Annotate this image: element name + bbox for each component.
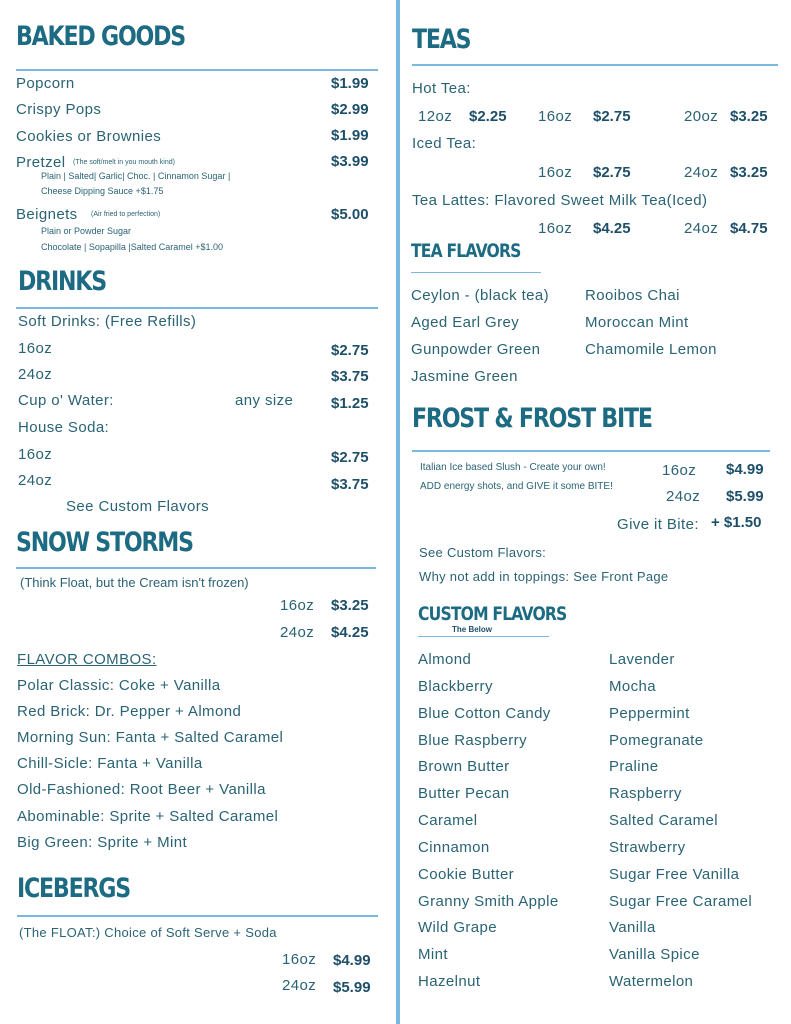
baked-goods-rule [16,69,378,71]
beignets-toppings: Chocolate | Sopapilla |Salted Caramel +$1.00 [41,242,224,252]
pretzel-price: $3.99 [331,153,369,170]
drinks-heading: DRINKS [18,266,106,297]
custom-flavor-item: Blue Cotton Candy [418,705,551,722]
drinks-see-flavors: See Custom Flavors [66,498,210,515]
column-divider [396,0,400,1024]
house-16-price: $2.75 [331,449,369,466]
frost-desc-2: ADD energy shots, and GIVE it some BITE! [420,481,613,492]
icebergs-desc: (The FLOAT:) Choice of Soft Serve + Soda [19,925,277,940]
combo-item: Chill-Sicle: Fanta + Vanilla [17,755,203,772]
custom-flavor-item: Butter Pecan [418,785,510,802]
frost-see-flavors: See Custom Flavors: [419,545,547,560]
hot-20-price: $3.25 [730,108,768,125]
icebergs-heading: ICEBERGS [17,873,130,904]
pretzel-note: (The soft/melt in you mouth kind) [73,159,175,166]
house-24-size: 24oz [18,472,53,489]
hot-tea-label: Hot Tea: [412,80,471,97]
custom-flavor-item: Almond [418,651,472,668]
icebergs-16-price: $4.99 [333,952,371,969]
soft-24-price: $3.75 [331,368,369,385]
tea-lattes-label: Tea Lattes: Flavored Sweet Milk Tea(Iced) [412,192,708,209]
iced-24-size: 24oz [684,164,719,181]
water-name: Cup o' Water: [18,392,114,409]
icebergs-rule [17,915,378,917]
water-size: any size [235,392,294,409]
tea-flavors-rule [411,272,541,273]
crispy-pops-name: Crispy Pops [16,101,102,118]
tea-flavors-heading: TEA FLAVORS [411,240,521,262]
soft-16-price: $2.75 [331,342,369,359]
frost-16-price: $4.99 [726,461,764,478]
custom-flavor-item: Cinnamon [418,839,490,856]
snow-24-size: 24oz [280,624,315,641]
snow-storms-desc: (Think Float, but the Cream isn't frozen) [20,575,249,590]
custom-flavor-item: Strawberry [609,839,686,856]
custom-flavors-rule [418,636,549,637]
soft-16-size: 16oz [18,340,53,357]
custom-flavor-item: Blackberry [418,678,493,695]
custom-flavor-item: Wild Grape [418,919,498,936]
tea-flavor-item: Jasmine Green [411,368,518,385]
pretzel-options: Plain | Salted| Garlic| Choc. | Cinnamon Sugar | [41,171,231,181]
frost-toppings: Why not add in toppings: See Front Page [419,569,669,584]
hot-20-size: 20oz [684,108,719,125]
latte-24-price: $4.75 [730,220,768,237]
house-soda-label: House Soda: [18,419,110,436]
custom-flavor-item: Brown Butter [418,758,510,775]
tea-flavor-item: Ceylon - (black tea) [411,287,550,304]
latte-24-size: 24oz [684,220,719,237]
custom-flavor-item: Sugar Free Caramel [609,893,753,910]
frost-rule [412,450,770,452]
frost-heading: FROST & FROST BITE [412,403,652,434]
soft-drinks-label: Soft Drinks: (Free Refills) [18,313,197,330]
house-16-size: 16oz [18,446,53,463]
custom-flavor-item: Vanilla [609,919,656,936]
beignets-options: Plain or Powder Sugar [41,226,132,236]
hot-12-price: $2.25 [469,108,507,125]
combo-item: Morning Sun: Fanta + Salted Caramel [17,729,284,746]
custom-flavor-item: Sugar Free Vanilla [609,866,740,883]
water-price: $1.25 [331,395,369,412]
popcorn-name: Popcorn [16,75,75,92]
hot-16-price: $2.75 [593,108,631,125]
frost-16-size: 16oz [662,462,697,479]
cookies-price: $1.99 [331,127,369,144]
beignets-name: Beignets [16,206,78,223]
tea-flavor-item: Aged Earl Grey [411,314,520,331]
pretzel-dipping: Cheese Dipping Sauce +$1.75 [41,186,164,196]
snow-16-price: $3.25 [331,597,369,614]
custom-flavor-item: Cookie Butter [418,866,515,883]
flavor-combos-title: FLAVOR COMBOS: [17,651,157,668]
cookies-name: Cookies or Brownies [16,128,162,145]
beignets-price: $5.00 [331,206,369,223]
crispy-pops-price: $2.99 [331,101,369,118]
icebergs-16-size: 16oz [282,951,317,968]
teas-rule [412,64,778,66]
hot-12-size: 12oz [418,108,453,125]
combo-item: Old-Fashioned: Root Beer + Vanilla [17,781,266,798]
custom-flavor-item: Salted Caramel [609,812,718,829]
give-it-bite-price: + $1.50 [711,514,762,531]
baked-goods-heading: BAKED GOODS [16,21,185,52]
teas-heading: TEAS [412,24,471,55]
custom-flavor-item: Praline [609,758,659,775]
tea-flavor-item: Chamomile Lemon [585,341,717,358]
house-24-price: $3.75 [331,476,369,493]
custom-flavors-heading: CUSTOM FLAVORS [418,603,567,625]
snow-16-size: 16oz [280,597,315,614]
combo-item: Abominable: Sprite + Salted Caramel [17,808,279,825]
drinks-rule [16,307,378,309]
iced-tea-label: Iced Tea: [412,135,477,152]
custom-flavor-item: Pomegranate [609,732,704,749]
snow-storms-heading: SNOW STORMS [16,527,193,558]
iced-16-price: $2.75 [593,164,631,181]
snow-24-price: $4.25 [331,624,369,641]
popcorn-price: $1.99 [331,75,369,92]
give-it-bite-label: Give it Bite: [617,516,699,533]
tea-flavor-item: Gunpowder Green [411,341,541,358]
custom-flavor-item: Mint [418,946,448,963]
custom-flavor-item: Raspberry [609,785,682,802]
iced-24-price: $3.25 [730,164,768,181]
custom-flavor-item: Peppermint [609,705,690,722]
snow-storms-rule [16,567,376,569]
frost-24-size: 24oz [666,488,701,505]
custom-flavor-item: Watermelon [609,973,694,990]
tea-flavor-item: Moroccan Mint [585,314,689,331]
custom-flavors-subtitle: The Below [452,625,493,634]
custom-flavor-item: Lavender [609,651,675,668]
combo-item: Polar Classic: Coke + Vanilla [17,677,221,694]
beignets-note: (Air fried to perfection) [91,211,161,218]
pretzel-name: Pretzel [16,154,66,171]
custom-flavor-item: Mocha [609,678,657,695]
custom-flavor-item: Granny Smith Apple [418,893,559,910]
combo-item: Red Brick: Dr. Pepper + Almond [17,703,242,720]
combo-item: Big Green: Sprite + Mint [17,834,188,851]
frost-desc-1: Italian Ice based Slush - Create your own! [420,462,606,473]
custom-flavor-item: Hazelnut [418,973,481,990]
tea-flavor-item: Rooibos Chai [585,287,680,304]
soft-24-size: 24oz [18,366,53,383]
custom-flavor-item: Blue Raspberry [418,732,527,749]
icebergs-24-price: $5.99 [333,979,371,996]
latte-16-size: 16oz [538,220,573,237]
custom-flavor-item: Vanilla Spice [609,946,700,963]
iced-16-size: 16oz [538,164,573,181]
frost-24-price: $5.99 [726,488,764,505]
hot-16-size: 16oz [538,108,573,125]
latte-16-price: $4.25 [593,220,631,237]
custom-flavor-item: Caramel [418,812,478,829]
icebergs-24-size: 24oz [282,977,317,994]
